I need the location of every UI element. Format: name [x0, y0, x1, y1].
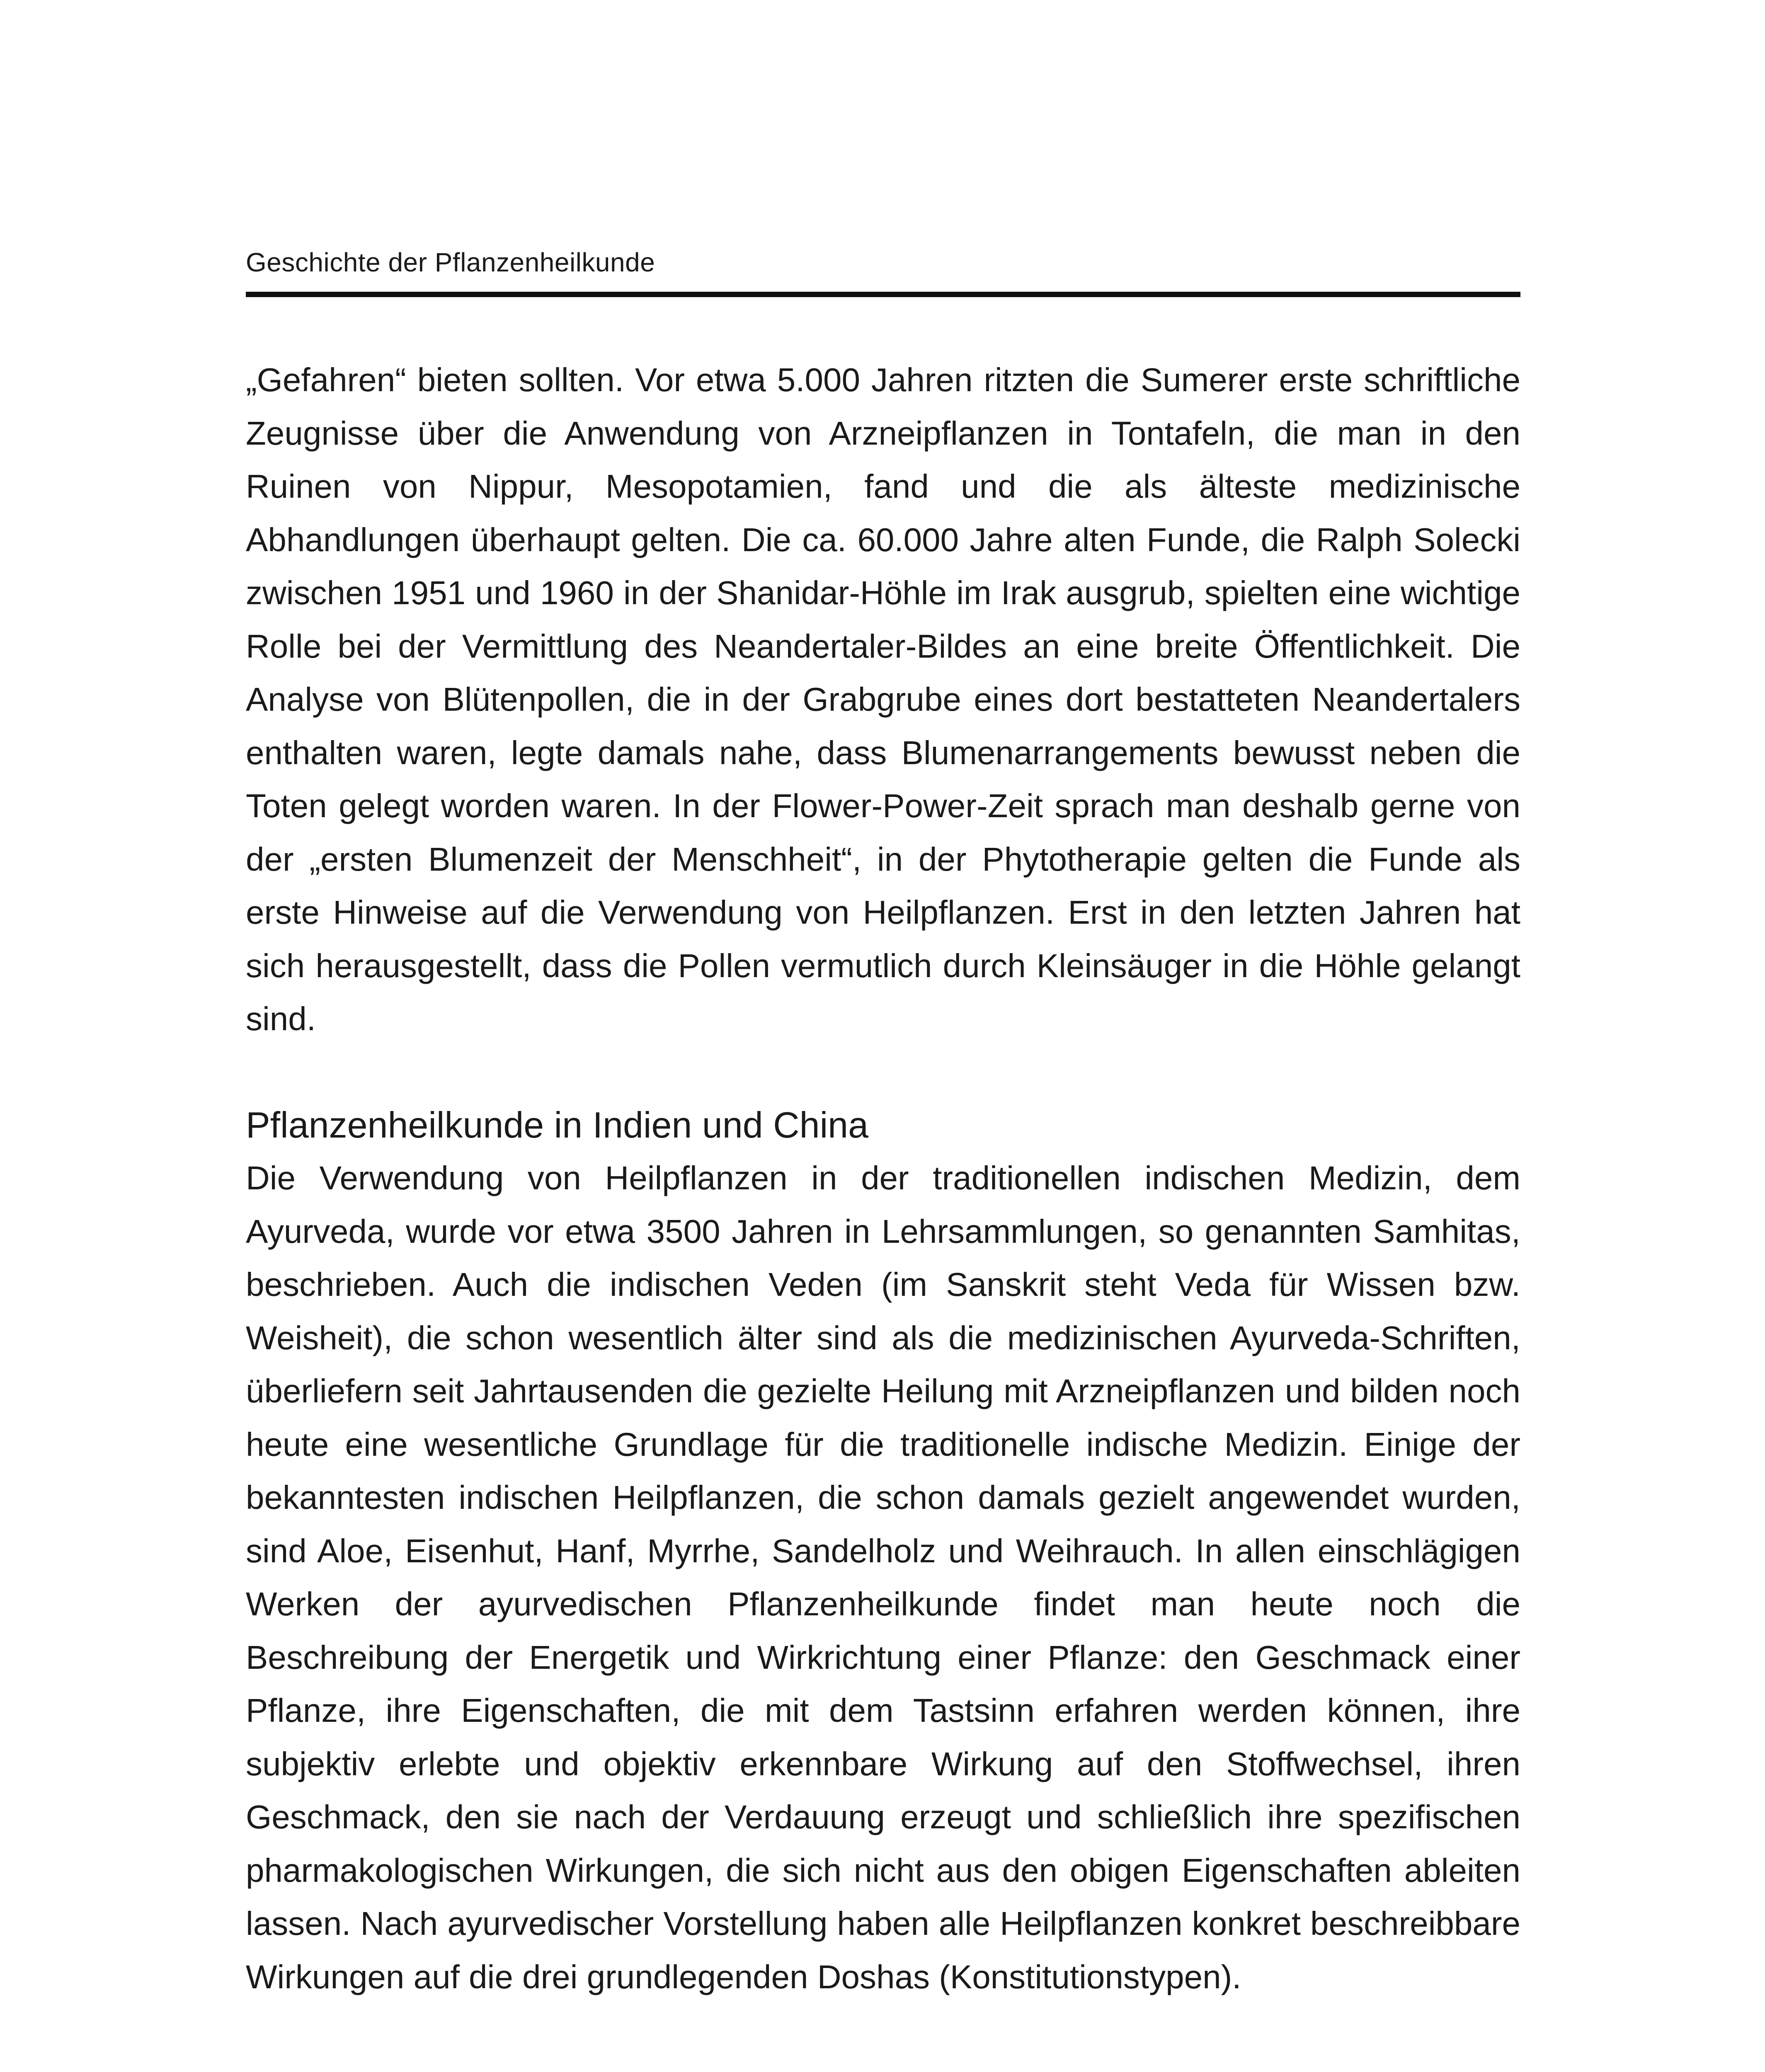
section-heading: Pflanzenheilkunde in Indien und China [246, 1104, 869, 1145]
body-paragraph: „Gefahren“ bieten sollten. Vor etwa 5.000 Jahren ritzten die Sumerer erste schriftliche Zeugnisse über die Anwendung von Arzneipflanzen in Tontafeln, die man in den Ruinen von Nippur, Mesopotamien, fand und die als älteste medizinische Abhandlungen überhaupt gelten. Die ca. 60.000 Jahre alten Funde, die Ralph Solecki zwischen 1951 und 1960 in der Shanidar-Höhle im Irak ausgrub, spielten eine wichtige Rolle bei der Vermittlung des Neandertaler-Bildes an eine breite Öffentlichkeit. Die Analyse von Blütenpollen, die in der Grabgrube eines dort bestatteten Neandertalers enthalten waren, legte damals nahe, dass Blumenarrangements bewusst neben die Toten gelegt worden waren. In der Flower-Power-Zeit sprach man deshalb gerne von der „ersten Blumenzeit der Menschheit“, in der Phytotherapie gelten die Funde als erste Hinweise auf die Verwendung von Heilpflanzen. Erst in den letzten Jahren hat sich herausgestellt, dass die Pollen vermutlich durch Kleinsäuger in die Höhle gelangt sind. [246, 361, 1520, 1037]
header-rule [246, 292, 1520, 297]
body-paragraph: Die Verwendung von Heilpflanzen in der traditionellen indischen Medizin, dem Ayurveda, wurde vor etwa 3500 Jahren in Lehrsammlungen, so genannten Samhitas, beschrieben. Auch die indischen Veden (im Sanskrit steht Veda für Wissen bzw. Weisheit), die schon wesentlich älter sind als die medizinischen Ayurveda-Schriften, überliefern seit Jahrtausenden die gezielte Heilung mit Arzneipflanzen und bilden noch heute eine wesentliche Grundlage für die traditionelle indische Medizin. Einige der bekanntesten indischen Heilpflanzen, die schon damals gezielt angewendet wurden, sind Aloe, Eisenhut, Hanf, Myrrhe, Sandelholz und Weihrauch. In allen einschlägigen Werken der ayurvedischen Pflanzenheilkunde findet man heute noch die Beschreibung der Energetik und Wirkrichtung einer Pflanze: den Geschmack einer Pflanze, ihre Eigenschaften, die mit dem Tastsinn erfahren werden können, ihre subjektiv erlebte und objektiv erkennbare Wirkung auf den Stoffwechsel, ihren Geschmack, den sie nach der Verdauung erzeugt und schließlich ihre spezifischen pharmakologischen Wirkungen, die sich nicht aus den obigen Eigenschaften ableiten lassen. Nach ayurvedischer Vorstellung haben alle Heilpflanzen konkret beschreibbare Wirkungen auf die drei grundlegenden Doshas (Konstitutionstypen). [246, 1159, 1520, 1995]
running-header: Geschichte der Pflanzenheilkunde [246, 247, 655, 277]
